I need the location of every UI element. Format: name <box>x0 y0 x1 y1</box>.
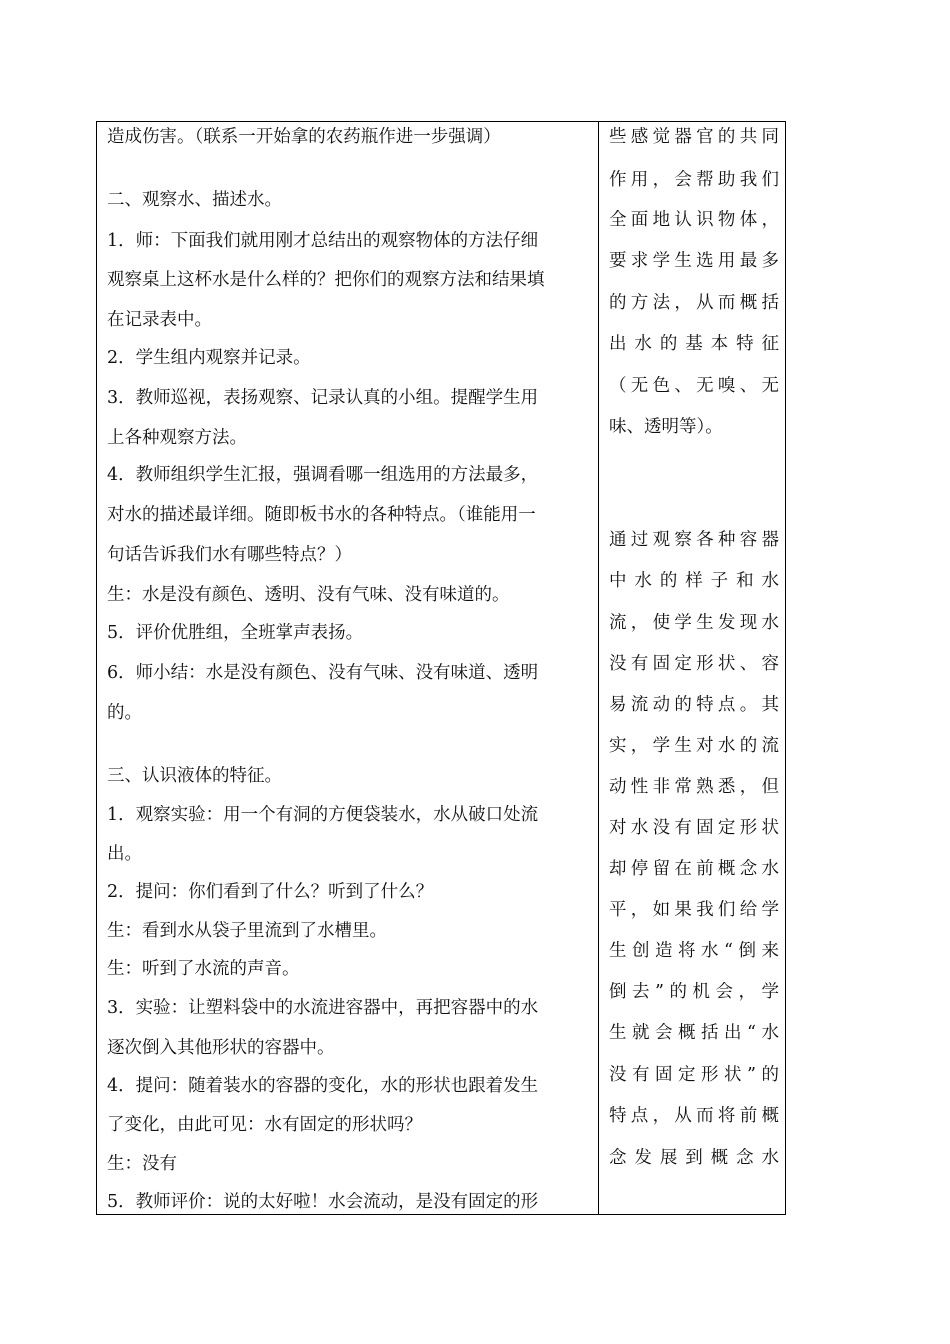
intent-line: （无色、无嗅、无 <box>609 376 779 396</box>
intent-line: 念发展到概念水 <box>609 1148 779 1168</box>
process-line: 3．实验：让塑料袋中的水流进容器中，再把容器中的水 <box>107 998 539 1018</box>
intent-line: 倒去”的机会，学 <box>609 982 779 1002</box>
intent-line: 的方法，从而概括 <box>609 293 779 313</box>
process-line: 生：听到了水流的声音。 <box>107 959 300 979</box>
process-line: 1．师：下面我们就用刚才总结出的观察物体的方法仔细 <box>107 231 539 251</box>
process-line: 1．观察实验：用一个有洞的方便袋装水，水从破口处流 <box>107 805 539 825</box>
process-line: 生：水是没有颜色、透明、没有气味、没有味道的。 <box>107 585 510 605</box>
intent-line: 生就会概括出“水 <box>609 1023 779 1043</box>
intent-line: 没有固定形状”的 <box>609 1065 779 1085</box>
process-line: 出。 <box>107 844 142 864</box>
process-line: 生：看到水从袋子里流到了水槽里。 <box>107 921 387 941</box>
process-line: 4．教师组织学生汇报，强调看哪一组选用的方法最多， <box>107 465 539 485</box>
intent-line: 些感觉器官的共同 <box>609 127 779 147</box>
process-line: 二、观察水、描述水。 <box>107 190 282 210</box>
intent-line: 实，学生对水的流 <box>609 736 779 756</box>
intent-line: 味、透明等）。 <box>609 417 723 437</box>
intent-line: 对水没有固定形状 <box>609 818 779 838</box>
lesson-table <box>96 121 786 1215</box>
intent-line: 却停留在前概念水 <box>609 859 779 879</box>
teaching-process-column <box>97 122 598 1214</box>
process-line: 生：没有 <box>107 1154 177 1174</box>
process-line: 对水的描述最详细。随即板书水的各种特点。（谁能用一 <box>107 505 536 525</box>
process-line: 5．教师评价：说的太好啦！水会流动，是没有固定的形 <box>107 1192 539 1212</box>
intent-line: 中水的样子和水 <box>609 571 779 591</box>
process-line: 三、认识液体的特征。 <box>107 766 282 786</box>
intent-line: 易流动的特点。其 <box>609 695 779 715</box>
process-line: 5．评价优胜组，全班掌声表扬。 <box>107 623 364 643</box>
intent-line: 流，使学生发现水 <box>609 613 779 633</box>
process-line: 2．提问：你们看到了什么？听到了什么？ <box>107 882 434 902</box>
process-line: 句话告诉我们水有哪些特点？） <box>107 545 352 565</box>
intent-line: 通过观察各种容器 <box>609 530 779 550</box>
intent-line: 全面地认识物体， <box>609 210 779 230</box>
process-line: 造成伤害。（联系一开始拿的农药瓶作进一步强调） <box>107 127 501 147</box>
intent-line: 要求学生选用最多 <box>609 251 779 271</box>
intent-line: 动性非常熟悉，但 <box>609 777 779 797</box>
process-line: 观察桌上这杯水是什么样的？把你们的观察方法和结果填 <box>107 270 545 290</box>
design-intent-column <box>599 122 785 1214</box>
intent-line: 作用，会帮助我们 <box>609 170 779 190</box>
intent-line: 特点，从而将前概 <box>609 1106 779 1126</box>
process-line: 上各种观察方法。 <box>107 428 247 448</box>
process-line: 6．师小结：水是没有颜色、没有气味、没有味道、透明 <box>107 663 539 683</box>
process-line: 逐次倒入其他形状的容器中。 <box>107 1038 335 1058</box>
process-line: 了变化，由此可见：水有固定的形状吗？ <box>107 1115 422 1135</box>
process-line: 4．提问：随着装水的容器的变化，水的形状也跟着发生 <box>107 1076 539 1096</box>
process-line: 在记录表中。 <box>107 310 212 330</box>
process-line: 的。 <box>107 703 142 723</box>
intent-line: 没有固定形状、容 <box>609 654 779 674</box>
intent-line: 生创造将水“倒来 <box>609 941 779 961</box>
process-line: 2．学生组内观察并记录。 <box>107 348 311 368</box>
process-line: 3．教师巡视，表扬观察、记录认真的小组。提醒学生用 <box>107 388 539 408</box>
intent-line: 出水的基本特征 <box>609 334 779 354</box>
intent-line: 平，如果我们给学 <box>609 900 779 920</box>
